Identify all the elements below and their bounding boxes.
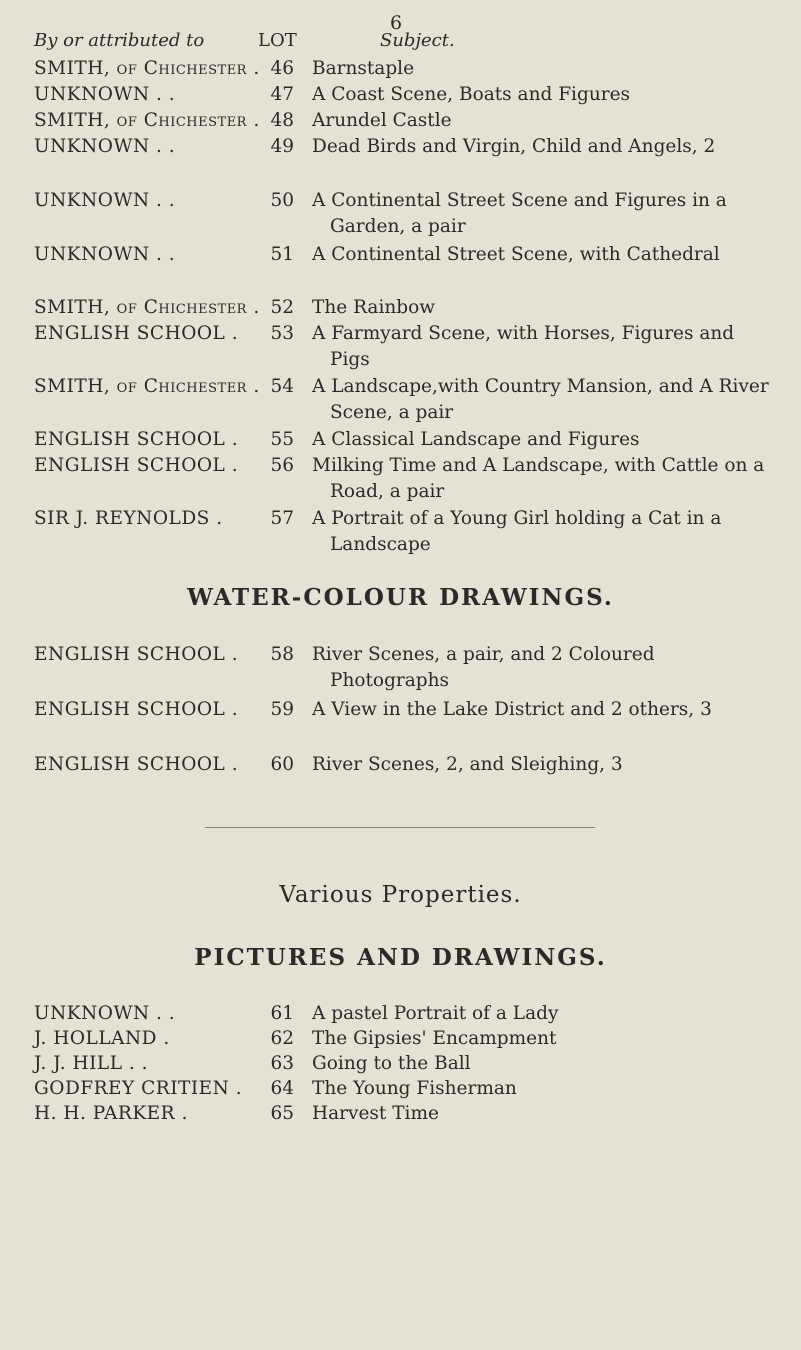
subject: Dead Birds and Virgin, Child and Angels, 2 — [312, 136, 716, 157]
lot-number: 51 — [270, 244, 294, 265]
lot-number: 62 — [270, 1028, 294, 1049]
artist: UNKNOWN . . — [34, 1003, 176, 1024]
lot-number: 46 — [270, 58, 294, 79]
subject: A Landscape,with Country Mansion, and A River Scene, a pair — [312, 376, 769, 423]
subject: A Classical Landscape and Figures — [312, 429, 640, 450]
subject: Barnstaple — [312, 58, 415, 79]
lot-number: 64 — [270, 1078, 294, 1099]
subject: Milking Time and A Landscape, with Cattle on a Road, a pair — [312, 455, 765, 502]
lot-number: 58 — [270, 644, 294, 665]
lot-number: 63 — [270, 1053, 294, 1074]
artist: H. H. PARKER . — [34, 1103, 188, 1124]
subject: A pastel Portrait of a Lady — [312, 1003, 559, 1024]
artist: ENGLISH SCHOOL . — [34, 455, 239, 476]
various-properties-title: Various Properties. — [279, 882, 522, 908]
lot-number: 54 — [270, 376, 294, 397]
artist: ENGLISH SCHOOL . — [34, 429, 239, 450]
subject: Harvest Time — [312, 1103, 439, 1124]
artist: UNKNOWN . . — [34, 190, 176, 211]
subject: Going to the Ball — [312, 1053, 471, 1074]
lot-number: 55 — [270, 429, 294, 450]
artist: UNKNOWN . . — [34, 136, 176, 157]
lot-number: 49 — [270, 136, 294, 157]
artist: J. J. HILL . . — [34, 1053, 149, 1074]
subject: A Continental Street Scene and Figures in a Garden, a pair — [312, 190, 727, 237]
artist: J. HOLLAND . — [34, 1028, 170, 1049]
artist: UNKNOWN . . — [34, 244, 176, 265]
artist: ENGLISH SCHOOL . — [34, 644, 239, 665]
column-headers — [0, 30, 801, 54]
artist: SMITH, of Chichester . — [34, 297, 260, 318]
page-number: 6 — [390, 12, 403, 34]
subject: Arundel Castle — [312, 110, 452, 131]
watercolour-section-title: WATER-COLOUR DRAWINGS. — [187, 584, 614, 611]
artist: UNKNOWN . . — [34, 84, 176, 105]
subject: A Continental Street Scene, with Cathedral — [312, 244, 720, 265]
lot-number: 57 — [270, 508, 294, 529]
lot-number: 52 — [270, 297, 294, 318]
artist: SMITH, of Chichester . — [34, 110, 260, 131]
subject: River Scenes, 2, and Sleighing, 3 — [312, 754, 623, 775]
artist: SMITH, of Chichester . — [34, 58, 260, 79]
lot-number: 56 — [270, 455, 294, 476]
artist: GODFREY CRITIEN . — [34, 1078, 243, 1099]
subject: The Gipsies' Encampment — [312, 1028, 557, 1049]
lot-number: 65 — [270, 1103, 294, 1124]
subject: A Coast Scene, Boats and Figures — [312, 84, 631, 105]
artist: SIR J. REYNOLDS . — [34, 508, 223, 529]
header-artist: By or attributed to — [34, 30, 205, 51]
artist: SMITH, of Chichester . — [34, 376, 260, 397]
lot-number: 60 — [270, 754, 294, 775]
artist: ENGLISH SCHOOL . — [34, 699, 239, 720]
lot-number: 48 — [270, 110, 294, 131]
lot-number: 61 — [270, 1003, 294, 1024]
subject: A Farmyard Scene, with Horses, Figures and Pigs — [312, 323, 735, 370]
lot-number: 47 — [270, 84, 294, 105]
section-divider — [205, 827, 595, 828]
subject: River Scenes, a pair, and 2 Coloured Photographs — [312, 644, 655, 691]
pictures-section-title: PICTURES AND DRAWINGS. — [194, 944, 607, 971]
lot-number: 50 — [270, 190, 294, 211]
lot-number: 59 — [270, 699, 294, 720]
subject: A Portrait of a Young Girl holding a Cat in a Landscape — [312, 508, 722, 555]
subject: The Young Fisherman — [312, 1078, 517, 1099]
header-subject: Subject. — [380, 30, 455, 51]
header-lot: LOT — [258, 30, 297, 51]
artist: ENGLISH SCHOOL . — [34, 323, 239, 344]
subject: A View in the Lake District and 2 others, 3 — [312, 699, 712, 720]
artist: ENGLISH SCHOOL . — [34, 754, 239, 775]
subject: The Rainbow — [312, 297, 436, 318]
lot-number: 53 — [270, 323, 294, 344]
